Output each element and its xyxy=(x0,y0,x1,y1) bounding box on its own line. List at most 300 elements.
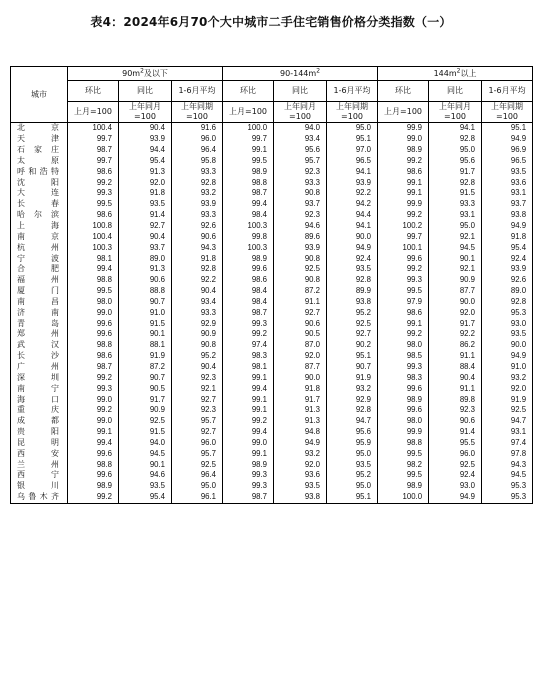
cell-avg-medium: 92.8 xyxy=(327,275,378,286)
cell-avg-large: 93.1 xyxy=(482,188,533,199)
cell-mom-medium: 98.7 xyxy=(223,307,274,318)
city-name: 青岛 xyxy=(11,318,68,329)
cell-mom-large: 99.2 xyxy=(378,329,429,340)
cell-mom-medium: 100.0 xyxy=(223,123,274,134)
cell-mom-medium: 99.1 xyxy=(223,394,274,405)
cell-avg-large: 93.8 xyxy=(482,210,533,221)
cell-yoy-large: 95.6 xyxy=(429,156,482,167)
cell-avg-small: 93.9 xyxy=(172,199,223,210)
cell-yoy-large: 94.9 xyxy=(429,492,482,503)
cell-mom-small: 99.3 xyxy=(68,383,119,394)
cell-avg-small: 92.7 xyxy=(172,427,223,438)
cell-mom-large: 99.6 xyxy=(378,405,429,416)
cell-mom-large: 99.2 xyxy=(378,264,429,275)
cell-avg-large: 91.8 xyxy=(482,231,533,242)
cell-avg-large: 94.9 xyxy=(482,351,533,362)
cell-mom-medium: 99.6 xyxy=(223,264,274,275)
cell-avg-small: 96.4 xyxy=(172,470,223,481)
cell-mom-large: 98.0 xyxy=(378,340,429,351)
cell-avg-medium: 93.5 xyxy=(327,459,378,470)
cell-mom-small: 98.7 xyxy=(68,145,119,156)
cell-yoy-medium: 93.9 xyxy=(274,242,327,253)
cell-avg-small: 96.4 xyxy=(172,145,223,156)
cell-avg-small: 93.3 xyxy=(172,307,223,318)
cell-mom-large: 99.0 xyxy=(378,134,429,145)
cell-yoy-small: 95.4 xyxy=(119,156,172,167)
cell-yoy-medium: 93.6 xyxy=(274,470,327,481)
cell-avg-small: 95.7 xyxy=(172,448,223,459)
cell-mom-small: 99.7 xyxy=(68,156,119,167)
cell-yoy-large: 93.1 xyxy=(429,210,482,221)
cell-mom-small: 98.0 xyxy=(68,297,119,308)
cell-yoy-medium: 90.8 xyxy=(274,188,327,199)
cell-avg-large: 93.1 xyxy=(482,427,533,438)
group-header-medium: $90-144m^2$ xyxy=(223,67,378,81)
cell-mom-medium: 98.7 xyxy=(223,188,274,199)
cell-yoy-large: 91.1 xyxy=(429,383,482,394)
cell-yoy-large: 90.4 xyxy=(429,372,482,383)
base-yoy: 上年同月=100 xyxy=(429,102,482,123)
cell-avg-medium: 92.8 xyxy=(327,405,378,416)
table-row xyxy=(11,231,533,242)
cell-mom-small: 100.3 xyxy=(68,242,119,253)
cell-yoy-medium: 90.6 xyxy=(274,318,327,329)
cell-avg-small: 92.2 xyxy=(172,275,223,286)
table-row xyxy=(11,297,533,308)
cell-yoy-large: 87.7 xyxy=(429,286,482,297)
table-row xyxy=(11,394,533,405)
cell-mom-large: 98.8 xyxy=(378,437,429,448)
cell-mom-small: 98.6 xyxy=(68,210,119,221)
cell-mom-medium: 98.3 xyxy=(223,351,274,362)
cell-avg-large: 94.7 xyxy=(482,416,533,427)
cell-yoy-large: 91.1 xyxy=(429,351,482,362)
city-name: 宁波 xyxy=(11,253,68,264)
base-avg: 上年同期=100 xyxy=(327,102,378,123)
cell-yoy-medium: 91.7 xyxy=(274,394,327,405)
cell-avg-small: 95.7 xyxy=(172,416,223,427)
cell-avg-large: 95.3 xyxy=(482,307,533,318)
cell-avg-large: 92.0 xyxy=(482,383,533,394)
cell-avg-large: 92.5 xyxy=(482,405,533,416)
cell-mom-small: 98.1 xyxy=(68,253,119,264)
cell-mom-small: 99.2 xyxy=(68,372,119,383)
cell-yoy-small: 90.7 xyxy=(119,372,172,383)
cell-yoy-small: 93.5 xyxy=(119,481,172,492)
cell-yoy-small: 94.0 xyxy=(119,437,172,448)
cell-yoy-small: 93.9 xyxy=(119,134,172,145)
cell-mom-small: 99.2 xyxy=(68,405,119,416)
cell-mom-small: 99.4 xyxy=(68,437,119,448)
city-name: 西宁 xyxy=(11,470,68,481)
cell-yoy-medium: 89.6 xyxy=(274,231,327,242)
cell-mom-medium: 98.9 xyxy=(223,253,274,264)
cell-avg-medium: 96.5 xyxy=(327,156,378,167)
cell-mom-small: 99.2 xyxy=(68,492,119,503)
cell-avg-small: 96.1 xyxy=(172,492,223,503)
cell-yoy-medium: 90.8 xyxy=(274,275,327,286)
table-row xyxy=(11,307,533,318)
cell-mom-small: 98.8 xyxy=(68,340,119,351)
cell-mom-small: 99.7 xyxy=(68,134,119,145)
table-row xyxy=(11,405,533,416)
cell-yoy-medium: 92.7 xyxy=(274,307,327,318)
cell-avg-small: 90.6 xyxy=(172,231,223,242)
cell-avg-medium: 93.5 xyxy=(327,264,378,275)
base-mom: 上月=100 xyxy=(223,102,274,123)
city-column-header: 城市 xyxy=(11,67,68,123)
cell-yoy-large: 92.1 xyxy=(429,231,482,242)
cell-mom-medium: 99.1 xyxy=(223,405,274,416)
cell-mom-small: 98.6 xyxy=(68,166,119,177)
table-row xyxy=(11,351,533,362)
city-name: 郑州 xyxy=(11,329,68,340)
cell-yoy-medium: 91.1 xyxy=(274,297,327,308)
cell-yoy-small: 94.6 xyxy=(119,470,172,481)
cell-mom-medium: 99.5 xyxy=(223,156,274,167)
avg-header: 1-6月平均 xyxy=(172,81,223,102)
city-name: 大连 xyxy=(11,188,68,199)
cell-avg-large: 95.4 xyxy=(482,242,533,253)
cell-mom-medium: 98.6 xyxy=(223,275,274,286)
cell-avg-large: 94.9 xyxy=(482,134,533,145)
cell-mom-medium: 98.9 xyxy=(223,166,274,177)
cell-mom-medium: 99.4 xyxy=(223,383,274,394)
cell-yoy-small: 87.2 xyxy=(119,362,172,373)
city-name: 杭州 xyxy=(11,242,68,253)
city-name: 重庆 xyxy=(11,405,68,416)
cell-avg-large: 97.8 xyxy=(482,448,533,459)
cell-avg-medium: 94.2 xyxy=(327,199,378,210)
cell-avg-large: 93.2 xyxy=(482,372,533,383)
cell-mom-small: 99.6 xyxy=(68,329,119,340)
cell-yoy-large: 91.7 xyxy=(429,318,482,329)
cell-mom-small: 99.6 xyxy=(68,318,119,329)
base-header-row xyxy=(11,102,533,123)
cell-avg-small: 90.9 xyxy=(172,329,223,340)
cell-mom-medium: 99.0 xyxy=(223,437,274,448)
cell-yoy-large: 90.9 xyxy=(429,275,482,286)
cell-avg-medium: 90.2 xyxy=(327,340,378,351)
city-name: 长春 xyxy=(11,199,68,210)
cell-mom-medium: 99.3 xyxy=(223,481,274,492)
table-row xyxy=(11,481,533,492)
cell-yoy-small: 91.9 xyxy=(119,351,172,362)
mom-header: 环比 xyxy=(223,81,274,102)
cell-avg-medium: 95.1 xyxy=(327,492,378,503)
city-name: 合肥 xyxy=(11,264,68,275)
city-name: 哈尔滨 xyxy=(11,210,68,221)
city-name: 乌鲁木齐 xyxy=(11,492,68,503)
cell-mom-small: 99.2 xyxy=(68,177,119,188)
city-name: 兰州 xyxy=(11,459,68,470)
base-yoy: 上年同月=100 xyxy=(274,102,327,123)
cell-mom-large: 98.3 xyxy=(378,372,429,383)
cell-yoy-medium: 93.7 xyxy=(274,199,327,210)
cell-yoy-medium: 90.8 xyxy=(274,253,327,264)
cell-yoy-large: 90.6 xyxy=(429,416,482,427)
cell-avg-medium: 95.0 xyxy=(327,123,378,134)
cell-mom-large: 98.5 xyxy=(378,351,429,362)
cell-avg-medium: 95.2 xyxy=(327,307,378,318)
table-row xyxy=(11,329,533,340)
cell-avg-medium: 92.9 xyxy=(327,394,378,405)
cell-yoy-small: 92.5 xyxy=(119,416,172,427)
cell-mom-large: 99.9 xyxy=(378,123,429,134)
cell-avg-small: 92.9 xyxy=(172,318,223,329)
cell-avg-large: 94.9 xyxy=(482,221,533,232)
cell-avg-small: 91.8 xyxy=(172,253,223,264)
table-row xyxy=(11,372,533,383)
table-row xyxy=(11,383,533,394)
cell-avg-small: 96.0 xyxy=(172,437,223,448)
cell-avg-small: 95.2 xyxy=(172,351,223,362)
sub-header-row xyxy=(11,81,533,102)
cell-yoy-large: 92.1 xyxy=(429,264,482,275)
cell-yoy-medium: 92.5 xyxy=(274,264,327,275)
cell-avg-small: 92.8 xyxy=(172,264,223,275)
base-avg: 上年同期=100 xyxy=(172,102,223,123)
yoy-header: 同比 xyxy=(119,81,172,102)
city-name: 厦门 xyxy=(11,286,68,297)
cell-yoy-small: 95.4 xyxy=(119,492,172,503)
avg-header: 1-6月平均 xyxy=(327,81,378,102)
cell-mom-medium: 98.7 xyxy=(223,492,274,503)
cell-avg-large: 89.0 xyxy=(482,286,533,297)
cell-mom-medium: 99.4 xyxy=(223,427,274,438)
cell-avg-medium: 95.6 xyxy=(327,427,378,438)
cell-yoy-small: 90.7 xyxy=(119,297,172,308)
cell-mom-large: 99.9 xyxy=(378,199,429,210)
cell-mom-medium: 98.4 xyxy=(223,286,274,297)
cell-avg-medium: 95.2 xyxy=(327,470,378,481)
cell-avg-medium: 89.9 xyxy=(327,286,378,297)
cell-avg-medium: 92.4 xyxy=(327,253,378,264)
table-row xyxy=(11,264,533,275)
city-name: 西安 xyxy=(11,448,68,459)
cell-mom-medium: 99.1 xyxy=(223,448,274,459)
cell-avg-large: 94.3 xyxy=(482,459,533,470)
city-name: 成都 xyxy=(11,416,68,427)
cell-yoy-medium: 92.3 xyxy=(274,166,327,177)
cell-mom-small: 98.8 xyxy=(68,459,119,470)
cell-mom-large: 99.1 xyxy=(378,318,429,329)
cell-mom-small: 98.9 xyxy=(68,481,119,492)
cell-yoy-small: 90.1 xyxy=(119,329,172,340)
table-row xyxy=(11,242,533,253)
cell-yoy-large: 96.0 xyxy=(429,448,482,459)
group-header-row xyxy=(11,67,533,81)
cell-yoy-small: 91.4 xyxy=(119,210,172,221)
cell-mom-medium: 100.3 xyxy=(223,242,274,253)
cell-yoy-small: 90.6 xyxy=(119,275,172,286)
cell-mom-small: 99.4 xyxy=(68,264,119,275)
cell-yoy-medium: 93.4 xyxy=(274,134,327,145)
city-name: 昆明 xyxy=(11,437,68,448)
city-name: 贵阳 xyxy=(11,427,68,438)
cell-mom-small: 99.1 xyxy=(68,427,119,438)
cell-yoy-large: 91.7 xyxy=(429,166,482,177)
city-name: 呼和浩特 xyxy=(11,166,68,177)
cell-yoy-medium: 91.3 xyxy=(274,416,327,427)
cell-mom-medium: 99.3 xyxy=(223,318,274,329)
cell-yoy-large: 90.0 xyxy=(429,297,482,308)
cell-yoy-large: 95.5 xyxy=(429,437,482,448)
cell-avg-small: 92.3 xyxy=(172,405,223,416)
cell-avg-large: 92.8 xyxy=(482,297,533,308)
city-name: 济南 xyxy=(11,307,68,318)
yoy-header: 同比 xyxy=(429,81,482,102)
cell-mom-medium: 100.3 xyxy=(223,221,274,232)
cell-mom-medium: 99.2 xyxy=(223,416,274,427)
mom-header: 环比 xyxy=(68,81,119,102)
cell-avg-small: 92.6 xyxy=(172,221,223,232)
cell-avg-small: 93.2 xyxy=(172,188,223,199)
cell-mom-large: 99.6 xyxy=(378,253,429,264)
cell-mom-medium: 98.4 xyxy=(223,210,274,221)
table-row xyxy=(11,416,533,427)
cell-mom-medium: 98.8 xyxy=(223,177,274,188)
cell-mom-large: 99.5 xyxy=(378,286,429,297)
cell-yoy-large: 95.0 xyxy=(429,221,482,232)
cell-mom-medium: 99.7 xyxy=(223,134,274,145)
city-name: 南京 xyxy=(11,231,68,242)
cell-mom-large: 98.9 xyxy=(378,394,429,405)
city-name: 福州 xyxy=(11,275,68,286)
cell-yoy-medium: 93.8 xyxy=(274,492,327,503)
cell-avg-small: 93.3 xyxy=(172,210,223,221)
cell-avg-small: 93.3 xyxy=(172,166,223,177)
cell-mom-medium: 99.2 xyxy=(223,329,274,340)
cell-mom-large: 99.6 xyxy=(378,383,429,394)
cell-yoy-large: 90.1 xyxy=(429,253,482,264)
cell-avg-medium: 90.0 xyxy=(327,231,378,242)
table-row xyxy=(11,156,533,167)
city-name: 沈阳 xyxy=(11,177,68,188)
cell-yoy-small: 92.0 xyxy=(119,177,172,188)
base-mom: 上月=100 xyxy=(68,102,119,123)
cell-avg-small: 92.1 xyxy=(172,383,223,394)
cell-yoy-large: 95.0 xyxy=(429,145,482,156)
cell-mom-small: 98.8 xyxy=(68,275,119,286)
table-row xyxy=(11,275,533,286)
city-name: 太原 xyxy=(11,156,68,167)
cell-mom-large: 99.1 xyxy=(378,188,429,199)
table-row xyxy=(11,470,533,481)
city-name: 武汉 xyxy=(11,340,68,351)
cell-yoy-small: 89.0 xyxy=(119,253,172,264)
cell-avg-medium: 92.7 xyxy=(327,329,378,340)
cell-avg-large: 94.5 xyxy=(482,470,533,481)
city-name: 长沙 xyxy=(11,351,68,362)
cell-yoy-small: 93.7 xyxy=(119,242,172,253)
cell-mom-medium: 98.1 xyxy=(223,362,274,373)
cell-mom-small: 99.5 xyxy=(68,199,119,210)
cell-avg-small: 92.7 xyxy=(172,394,223,405)
cell-mom-small: 100.4 xyxy=(68,123,119,134)
cell-avg-large: 95.3 xyxy=(482,481,533,492)
cell-avg-large: 95.1 xyxy=(482,123,533,134)
cell-yoy-medium: 94.8 xyxy=(274,427,327,438)
cell-mom-small: 98.7 xyxy=(68,362,119,373)
yoy-header: 同比 xyxy=(274,81,327,102)
cell-avg-medium: 95.0 xyxy=(327,448,378,459)
cell-mom-large: 100.1 xyxy=(378,242,429,253)
cell-avg-large: 96.9 xyxy=(482,145,533,156)
cell-avg-medium: 94.1 xyxy=(327,166,378,177)
table-row xyxy=(11,199,533,210)
cell-yoy-small: 91.5 xyxy=(119,318,172,329)
cell-avg-small: 91.6 xyxy=(172,123,223,134)
table-row xyxy=(11,188,533,199)
avg-header: 1-6月平均 xyxy=(482,81,533,102)
cell-avg-medium: 92.5 xyxy=(327,318,378,329)
cell-yoy-large: 93.3 xyxy=(429,199,482,210)
table-row xyxy=(11,166,533,177)
cell-avg-large: 93.0 xyxy=(482,318,533,329)
cell-yoy-small: 90.1 xyxy=(119,459,172,470)
table-row xyxy=(11,123,533,134)
cell-avg-medium: 91.9 xyxy=(327,372,378,383)
cell-yoy-large: 88.4 xyxy=(429,362,482,373)
cell-yoy-medium: 87.7 xyxy=(274,362,327,373)
table-row xyxy=(11,177,533,188)
cell-mom-small: 99.5 xyxy=(68,286,119,297)
table-row xyxy=(11,134,533,145)
cell-yoy-medium: 90.5 xyxy=(274,329,327,340)
cell-avg-small: 90.8 xyxy=(172,340,223,351)
city-name: 广州 xyxy=(11,362,68,373)
cell-mom-medium: 99.8 xyxy=(223,231,274,242)
cell-yoy-small: 92.7 xyxy=(119,221,172,232)
cell-yoy-large: 92.4 xyxy=(429,470,482,481)
cell-yoy-medium: 95.6 xyxy=(274,145,327,156)
cell-mom-large: 99.5 xyxy=(378,448,429,459)
cell-mom-large: 99.7 xyxy=(378,231,429,242)
cell-yoy-large: 92.3 xyxy=(429,405,482,416)
cell-yoy-small: 90.4 xyxy=(119,123,172,134)
cell-mom-large: 98.9 xyxy=(378,481,429,492)
cell-avg-medium: 94.9 xyxy=(327,242,378,253)
cell-yoy-small: 88.1 xyxy=(119,340,172,351)
price-index-table xyxy=(10,66,533,504)
cell-avg-large: 93.9 xyxy=(482,264,533,275)
cell-yoy-small: 93.5 xyxy=(119,199,172,210)
table-row xyxy=(11,459,533,470)
cell-yoy-large: 89.8 xyxy=(429,394,482,405)
table-row xyxy=(11,427,533,438)
city-name: 银川 xyxy=(11,481,68,492)
cell-mom-medium: 99.3 xyxy=(223,470,274,481)
cell-yoy-large: 92.2 xyxy=(429,329,482,340)
cell-mom-large: 99.2 xyxy=(378,156,429,167)
cell-avg-large: 90.0 xyxy=(482,340,533,351)
cell-yoy-medium: 87.2 xyxy=(274,286,327,297)
cell-avg-medium: 97.0 xyxy=(327,145,378,156)
cell-yoy-medium: 93.2 xyxy=(274,448,327,459)
cell-yoy-small: 91.5 xyxy=(119,427,172,438)
cell-yoy-medium: 95.7 xyxy=(274,156,327,167)
group-header-large: $144m^2$以上 xyxy=(378,67,533,81)
cell-yoy-small: 91.7 xyxy=(119,394,172,405)
cell-avg-small: 92.8 xyxy=(172,177,223,188)
city-name: 天津 xyxy=(11,134,68,145)
cell-avg-large: 97.4 xyxy=(482,437,533,448)
cell-yoy-large: 91.5 xyxy=(429,188,482,199)
cell-mom-large: 99.3 xyxy=(378,275,429,286)
cell-yoy-medium: 93.5 xyxy=(274,481,327,492)
table-row xyxy=(11,437,533,448)
